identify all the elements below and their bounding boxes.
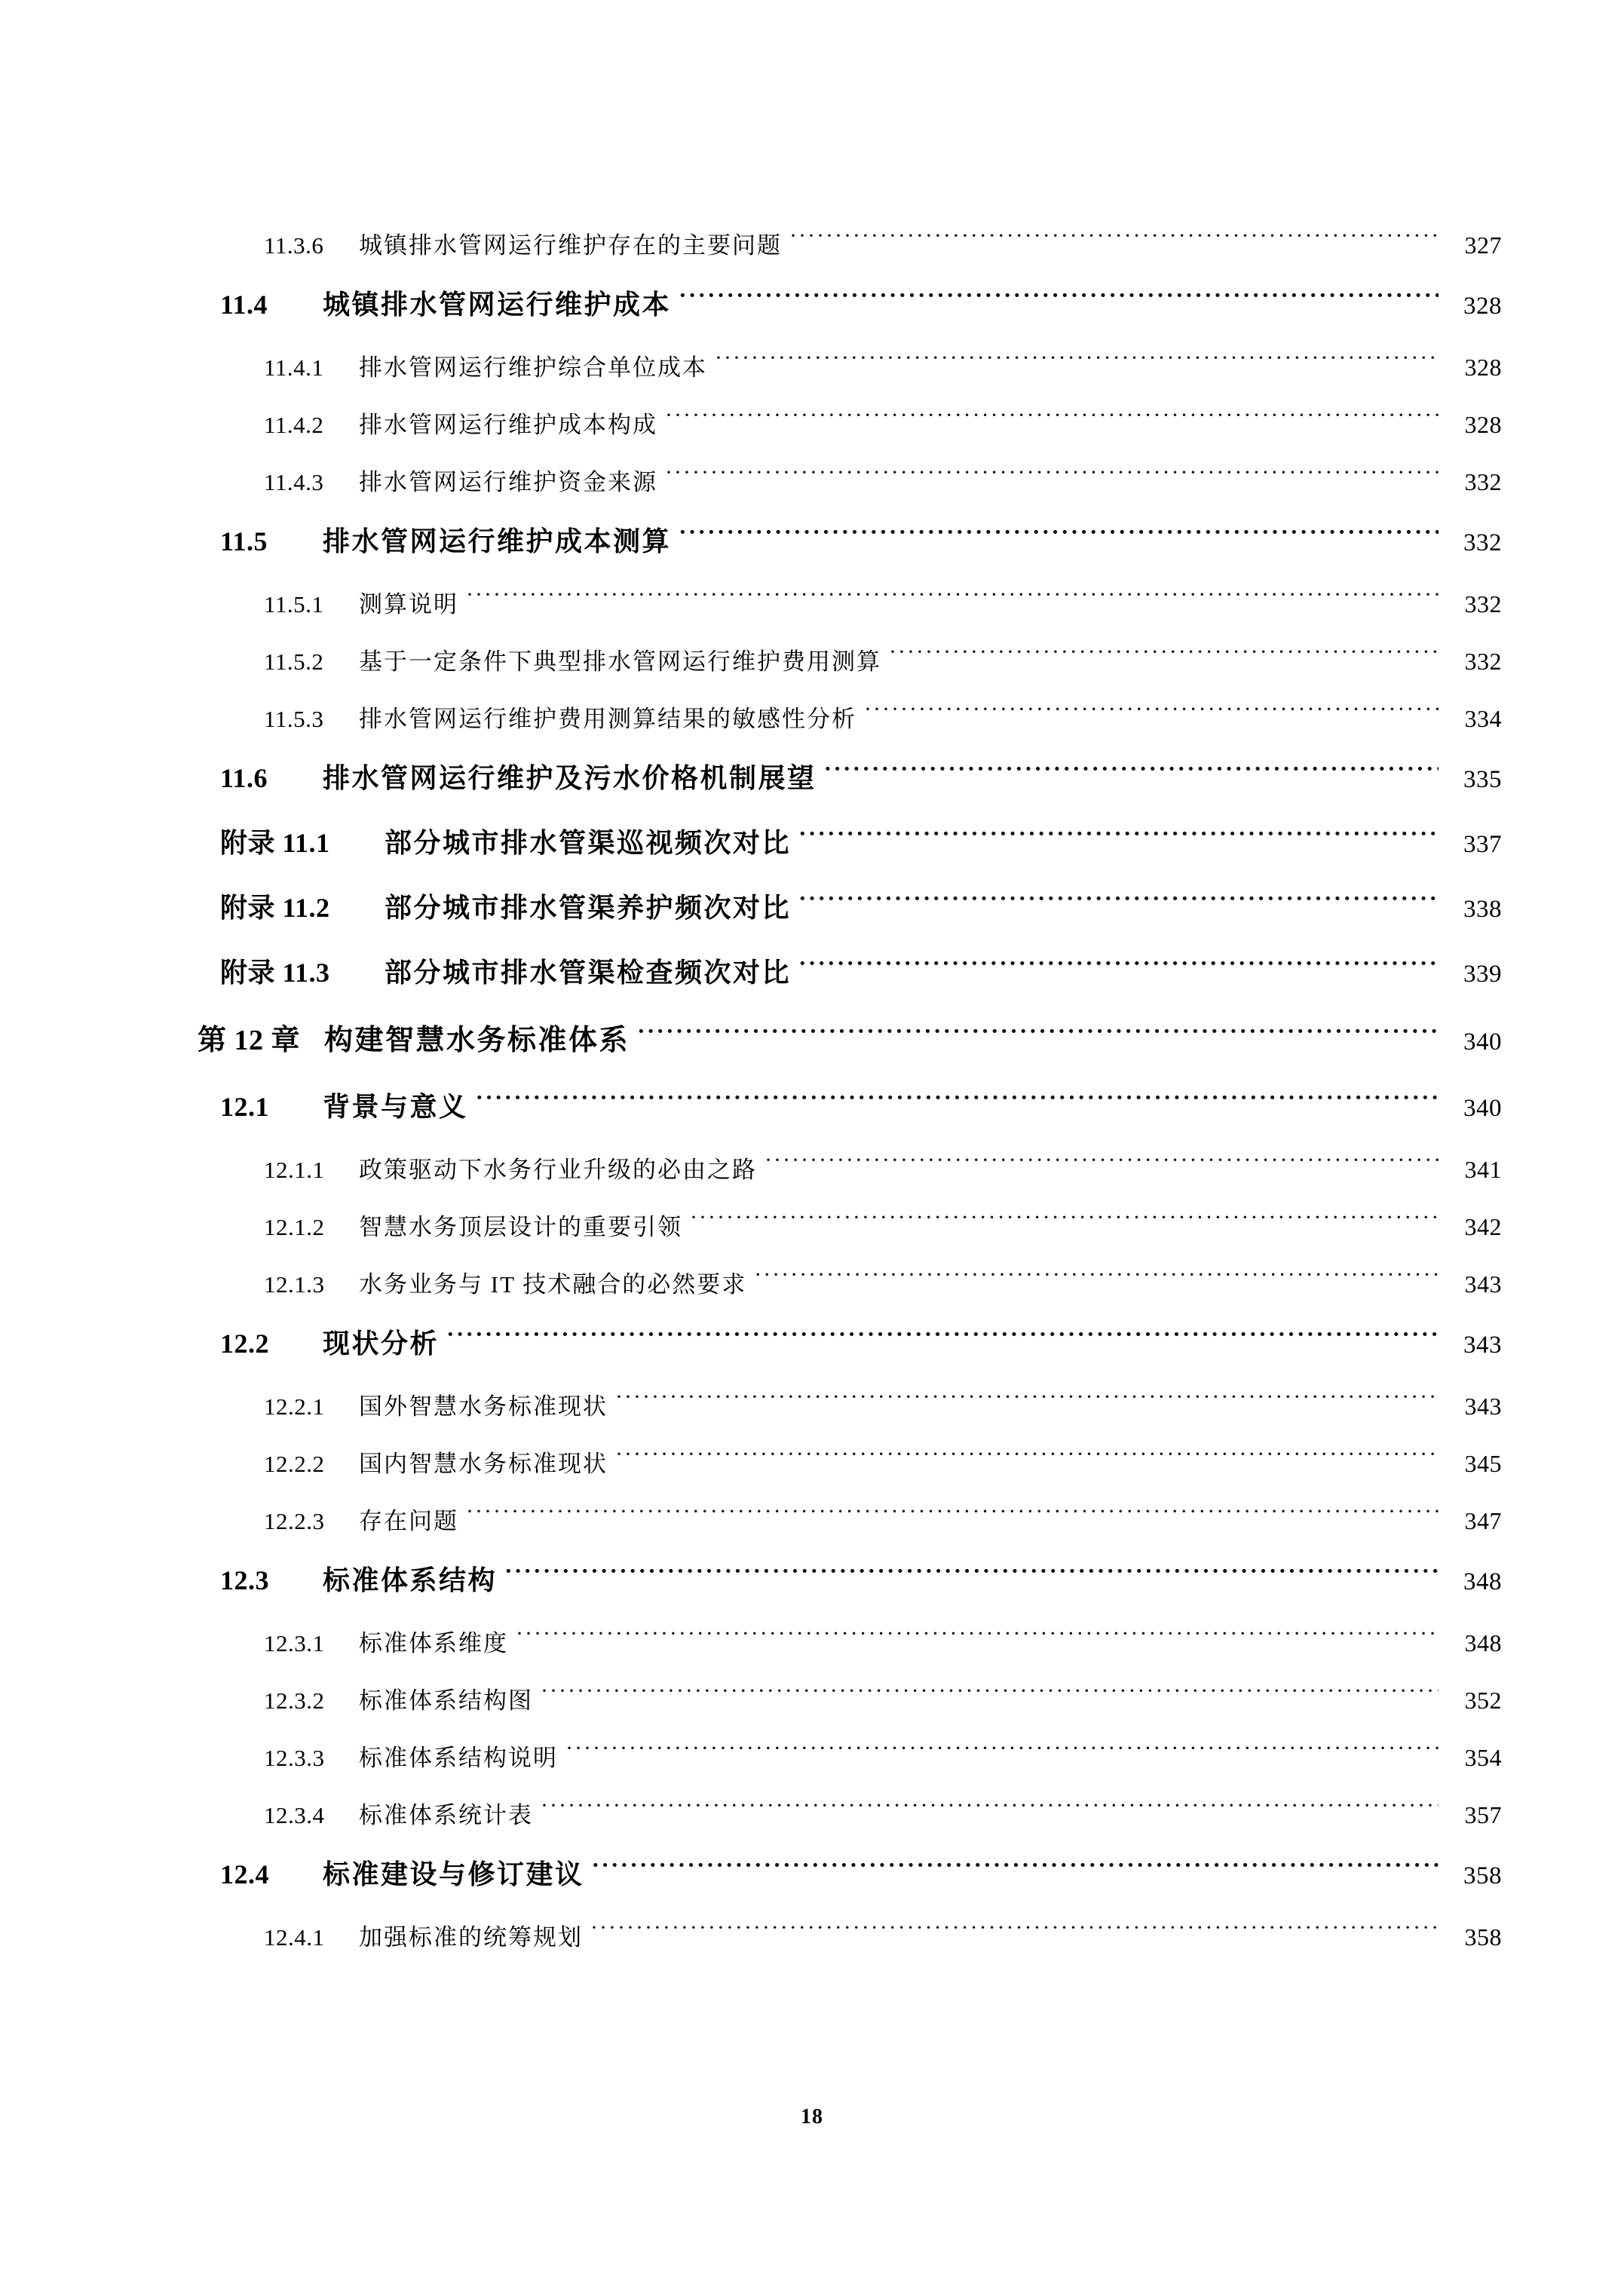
toc-entry-number: 12.3.3 <box>264 1745 325 1771</box>
toc-entry[interactable] <box>198 952 1502 1016</box>
toc-entry-title: 城镇排水管网运行维护成本 <box>323 290 672 320</box>
toc-entry-page-number: 328 <box>1463 293 1502 320</box>
toc-entry-page-number: 338 <box>1463 896 1502 923</box>
dot-leader <box>516 1628 1439 1651</box>
toc-entry-title: 部分城市排水管渠巡视频次对比 <box>385 828 792 858</box>
toc-entry-number: 12.3 <box>220 1565 269 1595</box>
toc-entry[interactable] <box>198 1265 1502 1322</box>
dot-leader <box>665 409 1439 433</box>
dot-leader <box>590 1922 1439 1945</box>
toc-entry-page-number: 340 <box>1463 1095 1502 1122</box>
toc-entry[interactable] <box>198 1739 1502 1796</box>
toc-entry-number: 12.4 <box>220 1859 269 1889</box>
toc-entry[interactable] <box>198 1853 1502 1918</box>
toc-entry-page-number: 335 <box>1463 766 1502 793</box>
toc-entry-title: 标准体系结构 <box>323 1565 498 1595</box>
toc-entry-page-number: 341 <box>1464 1156 1502 1183</box>
toc-entry-page-number: 332 <box>1463 529 1502 556</box>
toc-entry[interactable] <box>198 585 1502 642</box>
toc-entry-page-number: 358 <box>1463 1862 1502 1889</box>
toc-entry-number: 12.4.1 <box>264 1924 325 1951</box>
toc-entry[interactable] <box>198 642 1502 700</box>
toc-entry[interactable] <box>198 1445 1502 1502</box>
toc-entry-number: 附录 11.2 <box>220 893 330 923</box>
toc-entry-number: 12.1.1 <box>264 1157 325 1183</box>
toc-entry-page-number: 358 <box>1464 1923 1502 1951</box>
toc-entry[interactable] <box>198 520 1502 585</box>
dot-leader <box>637 1021 1439 1050</box>
toc-entry[interactable] <box>198 1387 1502 1445</box>
toc-entry-title: 背景与意义 <box>323 1092 468 1122</box>
toc-entry-title: 水务业务与 IT 技术融合的必然要求 <box>359 1271 747 1298</box>
toc-entry-page-number: 334 <box>1464 705 1502 732</box>
toc-entry-page-number: 339 <box>1463 961 1502 988</box>
toc-entry[interactable] <box>198 757 1502 822</box>
toc-entry-page-number: 332 <box>1464 468 1502 495</box>
toc-entry[interactable] <box>198 1151 1502 1208</box>
toc-entry-page-number: 342 <box>1464 1213 1502 1240</box>
toc-entry-number: 12.2 <box>220 1329 269 1359</box>
dot-leader <box>715 352 1439 375</box>
toc-entry-page-number: 352 <box>1464 1687 1502 1714</box>
toc-entry-page-number: 340 <box>1463 1028 1502 1056</box>
toc-entry-title: 部分城市排水管渠检查频次对比 <box>385 958 792 988</box>
toc-entry-title: 标准体系结构图 <box>359 1687 533 1714</box>
dot-leader <box>615 1448 1439 1472</box>
dot-leader <box>466 1506 1439 1529</box>
toc-entry-number: 11.5.1 <box>264 591 324 618</box>
toc-entry-number: 12.2.3 <box>264 1508 325 1534</box>
toc-entry-title: 排水管网运行维护成本构成 <box>359 412 657 438</box>
dot-leader <box>679 523 1439 550</box>
dot-leader <box>798 890 1439 917</box>
dot-leader <box>541 1800 1439 1823</box>
toc-entry-number: 12.3.2 <box>264 1687 325 1714</box>
dot-leader <box>565 1742 1439 1766</box>
toc-entry-title: 基于一定条件下典型排水管网运行维护费用测算 <box>359 648 881 675</box>
toc-entry-number: 12.3.1 <box>264 1630 325 1656</box>
page-folio-number: 18 <box>801 2105 823 2128</box>
toc-entry[interactable] <box>198 1624 1502 1681</box>
toc-entry-page-number: 343 <box>1464 1393 1502 1420</box>
dot-leader <box>889 646 1439 670</box>
toc-entry-title: 存在问题 <box>359 1508 458 1534</box>
toc-entry-title: 排水管网运行维护综合单位成本 <box>359 354 707 381</box>
dot-leader <box>679 287 1439 314</box>
toc-entry-number: 12.3.4 <box>264 1802 325 1828</box>
toc-entry-title: 城镇排水管网运行维护存在的主要问题 <box>359 232 782 259</box>
toc-entry-number: 11.4.3 <box>264 469 324 495</box>
toc-entry[interactable] <box>198 1918 1502 1975</box>
toc-entry[interactable] <box>198 1322 1502 1387</box>
dot-leader <box>466 589 1439 612</box>
toc-entry[interactable] <box>198 463 1502 520</box>
toc-entry[interactable] <box>198 1086 1502 1151</box>
toc-entry[interactable] <box>198 822 1502 887</box>
toc-entry[interactable] <box>198 406 1502 463</box>
toc-entry-number: 11.5.2 <box>264 648 324 675</box>
dot-leader <box>789 230 1439 253</box>
dot-leader <box>798 825 1439 852</box>
toc-entry-number: 11.4.1 <box>264 354 324 381</box>
table-of-contents <box>198 226 1502 1975</box>
toc-entry-page-number: 332 <box>1464 648 1502 675</box>
dot-leader <box>592 1856 1439 1883</box>
toc-entry-page-number: 327 <box>1464 231 1502 259</box>
toc-entry-page-number: 332 <box>1464 590 1502 618</box>
toc-entry-title: 智慧水务顶层设计的重要引领 <box>359 1214 682 1240</box>
toc-entry[interactable] <box>198 1559 1502 1624</box>
toc-entry-title: 标准建设与修订建议 <box>323 1859 584 1889</box>
toc-entry-page-number: 328 <box>1464 411 1502 438</box>
toc-entry-title: 排水管网运行维护费用测算结果的敏感性分析 <box>359 706 856 732</box>
toc-entry-title: 测算说明 <box>359 591 458 618</box>
toc-entry-title: 标准体系维度 <box>359 1630 508 1656</box>
toc-entry-title: 政策驱动下水务行业升级的必由之路 <box>359 1157 757 1183</box>
dot-leader <box>690 1212 1439 1235</box>
dot-leader <box>765 1154 1439 1178</box>
toc-entry-number: 11.3.6 <box>264 232 324 259</box>
toc-entry-number: 11.4 <box>220 290 268 320</box>
toc-entry[interactable] <box>198 1502 1502 1559</box>
toc-entry[interactable] <box>198 1681 1502 1739</box>
toc-entry-title: 标准体系结构说明 <box>359 1745 558 1771</box>
toc-entry-number: 12.2.1 <box>264 1393 325 1420</box>
toc-entry-page-number: 357 <box>1464 1801 1502 1828</box>
toc-entry-number: 附录 11.3 <box>220 958 330 988</box>
toc-entry-page-number: 343 <box>1463 1332 1502 1359</box>
toc-entry-number: 12.1 <box>220 1092 269 1122</box>
dot-leader <box>541 1685 1439 1709</box>
toc-entry-number: 11.6 <box>220 763 268 793</box>
toc-entry-number: 附录 11.1 <box>220 828 330 858</box>
dot-leader <box>476 1089 1439 1116</box>
toc-entry[interactable] <box>198 283 1502 348</box>
toc-entry-number: 12.1.3 <box>264 1271 325 1298</box>
dot-leader <box>864 703 1439 727</box>
toc-entry-number: 11.5.3 <box>264 706 324 732</box>
toc-entry-title: 国外智慧水务标准现状 <box>359 1393 608 1420</box>
dot-leader <box>446 1325 1439 1353</box>
dot-leader <box>824 760 1439 787</box>
toc-entry-number: 11.4.2 <box>264 412 324 438</box>
toc-entry[interactable] <box>198 1796 1502 1853</box>
dot-leader <box>754 1269 1439 1292</box>
toc-entry-title: 排水管网运行维护资金来源 <box>359 469 657 495</box>
toc-entry-page-number: 348 <box>1464 1629 1502 1656</box>
toc-entry-page-number: 328 <box>1464 354 1502 381</box>
toc-entry[interactable] <box>198 700 1502 757</box>
toc-entry-page-number: 348 <box>1463 1568 1502 1595</box>
toc-entry-title: 加强标准的统筹规划 <box>359 1924 583 1951</box>
toc-entry-title: 现状分析 <box>323 1329 440 1359</box>
toc-entry-number: 12.1.2 <box>264 1214 325 1240</box>
toc-entry-number: 11.5 <box>220 526 268 556</box>
toc-entry[interactable] <box>198 348 1502 406</box>
toc-entry-title: 排水管网运行维护及污水价格机制展望 <box>323 763 817 793</box>
toc-entry-page-number: 337 <box>1463 831 1502 858</box>
toc-entry-title: 标准体系统计表 <box>359 1802 533 1828</box>
dot-leader <box>504 1562 1439 1589</box>
toc-entry-number: 12.2.2 <box>264 1451 325 1477</box>
toc-entry-page-number: 347 <box>1464 1507 1502 1534</box>
toc-entry[interactable] <box>198 887 1502 952</box>
dot-leader <box>798 955 1439 982</box>
toc-entry-title: 国内智慧水务标准现状 <box>359 1451 608 1477</box>
toc-entry-title: 排水管网运行维护成本测算 <box>323 526 672 556</box>
toc-entry[interactable] <box>198 226 1502 283</box>
toc-entry-page-number: 343 <box>1464 1270 1502 1298</box>
toc-entry-page-number: 345 <box>1464 1450 1502 1477</box>
toc-entry-page-number: 354 <box>1464 1744 1502 1771</box>
dot-leader <box>615 1391 1439 1414</box>
toc-entry-number: 第 12 章 <box>198 1025 301 1056</box>
toc-entry-title: 构建智慧水务标准体系 <box>324 1025 630 1056</box>
dot-leader <box>665 467 1439 490</box>
toc-entry-title: 部分城市排水管渠养护频次对比 <box>385 893 792 923</box>
toc-entry[interactable] <box>198 1016 1502 1086</box>
toc-entry[interactable] <box>198 1208 1502 1265</box>
